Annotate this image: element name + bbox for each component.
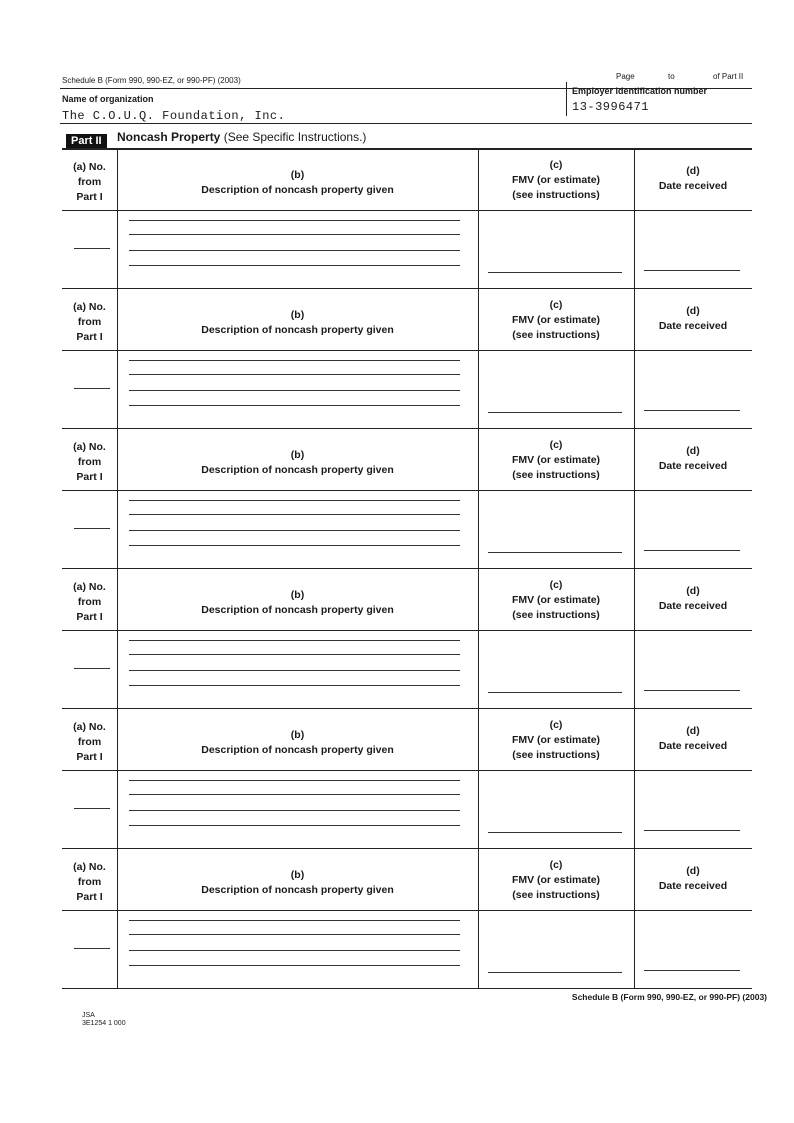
col-b-line-2: Description of noncash property given (201, 744, 394, 756)
description-entry-line[interactable] (129, 234, 460, 235)
col-d-line-2: Date received (658, 460, 728, 472)
col-c-line-2: FMV (or estimate) (511, 314, 601, 326)
col-b-line-2: Description of noncash property given (201, 884, 394, 896)
fmv-entry-line[interactable] (488, 272, 622, 273)
description-entry-line[interactable] (129, 265, 460, 266)
section-top-rule (62, 288, 752, 289)
col-a-entry-line[interactable] (74, 388, 110, 389)
jsa-code (82, 1012, 126, 1028)
col-d-header (634, 864, 752, 894)
fmv-entry-line[interactable] (488, 552, 622, 553)
description-entry-line[interactable] (129, 934, 460, 935)
section-header-rule (62, 490, 752, 491)
section-top-rule (62, 568, 752, 569)
col-c-line-2: FMV (or estimate) (511, 734, 601, 746)
col-c-line-3: (see instructions) (512, 469, 600, 481)
table-bottom-rule (62, 988, 752, 989)
col-b-line-1: (b) (290, 729, 305, 741)
col-d-line-1: (d) (686, 305, 700, 317)
date-entry-line[interactable] (644, 270, 740, 271)
description-entry-line[interactable] (129, 794, 460, 795)
section-top-rule (62, 708, 752, 709)
description-entry-line[interactable] (129, 500, 460, 501)
col-c-line-2: FMV (or estimate) (511, 874, 601, 886)
description-entry-line[interactable] (129, 220, 460, 221)
col-a-line-2: from (77, 316, 102, 328)
col-a-line-3: Part I (76, 471, 103, 483)
col-b-header (117, 168, 478, 198)
col-a-line-2: from (77, 456, 102, 468)
col-a-line-3: Part I (76, 891, 103, 903)
col-d-line-1: (d) (686, 585, 700, 597)
col-a-header (62, 440, 117, 485)
part-badge: Part II (66, 134, 107, 148)
fmv-entry-line[interactable] (488, 692, 622, 693)
date-entry-line[interactable] (644, 970, 740, 971)
col-d-line-1: (d) (686, 165, 700, 177)
description-entry-line[interactable] (129, 825, 460, 826)
section-header-rule (62, 210, 752, 211)
col-b-line-2: Description of noncash property given (201, 604, 394, 616)
part-title-bold: Noncash Property (117, 130, 221, 144)
col-a-line-3: Part I (76, 611, 103, 623)
date-entry-line[interactable] (644, 550, 740, 551)
col-b-header (117, 588, 478, 618)
of-part-label: of Part II (713, 72, 744, 81)
col-d-header (634, 304, 752, 334)
col-a-line-1: (a) No. (73, 581, 106, 593)
description-entry-line[interactable] (129, 545, 460, 546)
col-c-line-2: FMV (or estimate) (511, 594, 601, 606)
col-d-line-2: Date received (658, 320, 728, 332)
description-entry-line[interactable] (129, 405, 460, 406)
col-c-line-3: (see instructions) (512, 889, 600, 901)
to-label: to (668, 72, 675, 81)
col-a-entry-line[interactable] (74, 668, 110, 669)
col-c-header (478, 858, 634, 903)
description-entry-line[interactable] (129, 360, 460, 361)
description-entry-line[interactable] (129, 670, 460, 671)
col-c-line-1: (c) (549, 719, 563, 731)
col-b-line-2: Description of noncash property given (201, 464, 394, 476)
col-c-line-2: FMV (or estimate) (511, 174, 601, 186)
col-c-line-1: (c) (549, 859, 563, 871)
col-c-line-3: (see instructions) (512, 609, 600, 621)
schedule-line: Schedule B (Form 990, 990-EZ, or 990-PF) (2003) (62, 76, 241, 85)
description-entry-line[interactable] (129, 950, 460, 951)
col-d-header (634, 164, 752, 194)
col-a-line-2: from (77, 596, 102, 608)
col-b-line-1: (b) (290, 169, 305, 181)
col-a-entry-line[interactable] (74, 808, 110, 809)
col-a-header (62, 580, 117, 625)
col-c-line-1: (c) (549, 579, 563, 591)
col-d-line-1: (d) (686, 445, 700, 457)
col-b-line-1: (b) (290, 869, 305, 881)
col-a-line-1: (a) No. (73, 301, 106, 313)
col-b-header (117, 728, 478, 758)
col-b-header (117, 448, 478, 478)
date-entry-line[interactable] (644, 830, 740, 831)
col-a-entry-line[interactable] (74, 248, 110, 249)
section-header-rule (62, 770, 752, 771)
description-entry-line[interactable] (129, 640, 460, 641)
col-c-line-1: (c) (549, 299, 563, 311)
description-entry-line[interactable] (129, 374, 460, 375)
part-title-rest: (See Specific Instructions.) (220, 130, 367, 144)
description-entry-line[interactable] (129, 250, 460, 251)
col-a-line-3: Part I (76, 191, 103, 203)
col-b-line-1: (b) (290, 449, 305, 461)
col-a-line-1: (a) No. (73, 721, 106, 733)
col-b-line-1: (b) (290, 309, 305, 321)
org-rule (60, 123, 752, 124)
col-b-line-2: Description of noncash property given (201, 324, 394, 336)
col-d-header (634, 724, 752, 754)
col-a-line-2: from (77, 176, 102, 188)
section-top-rule (62, 428, 752, 429)
fmv-entry-line[interactable] (488, 972, 622, 973)
col-d-line-2: Date received (658, 740, 728, 752)
col-c-header (478, 578, 634, 623)
ein-value: 13-3996471 (572, 100, 650, 114)
col-c-header (478, 158, 634, 203)
date-entry-line[interactable] (644, 410, 740, 411)
fmv-entry-line[interactable] (488, 832, 622, 833)
section-header-rule (62, 910, 752, 911)
fmv-entry-line[interactable] (488, 412, 622, 413)
description-entry-line[interactable] (129, 514, 460, 515)
col-c-line-2: FMV (or estimate) (511, 454, 601, 466)
description-entry-line[interactable] (129, 654, 460, 655)
section-top-rule (62, 848, 752, 849)
col-a-line-2: from (77, 876, 102, 888)
col-c-header (478, 718, 634, 763)
org-name: The C.O.U.Q. Foundation, Inc. (62, 109, 286, 123)
col-a-header (62, 300, 117, 345)
col-a-header (62, 720, 117, 765)
form-code: 3E1254 1 000 (82, 1020, 126, 1027)
col-a-line-2: from (77, 736, 102, 748)
description-entry-line[interactable] (129, 810, 460, 811)
col-d-header (634, 444, 752, 474)
section-header-rule (62, 350, 752, 351)
col-a-entry-line[interactable] (74, 528, 110, 529)
section-header-rule (62, 630, 752, 631)
description-entry-line[interactable] (129, 920, 460, 921)
ein-label: Employer identification number (572, 86, 708, 96)
footer-schedule-line: Schedule B (Form 990, 990-EZ, or 990-PF) (2003) (571, 992, 767, 1002)
col-c-line-1: (c) (549, 439, 563, 451)
jsa-label: JSA (82, 1012, 95, 1019)
col-c-line-3: (see instructions) (512, 189, 600, 201)
col-a-line-3: Part I (76, 751, 103, 763)
col-a-line-3: Part I (76, 331, 103, 343)
col-b-line-1: (b) (290, 589, 305, 601)
col-a-header (62, 860, 117, 905)
description-entry-line[interactable] (129, 685, 460, 686)
col-c-line-3: (see instructions) (512, 329, 600, 341)
col-a-line-1: (a) No. (73, 441, 106, 453)
description-entry-line[interactable] (129, 530, 460, 531)
section-top-rule (62, 148, 752, 150)
col-b-header (117, 308, 478, 338)
col-b-line-2: Description of noncash property given (201, 184, 394, 196)
description-entry-line[interactable] (129, 780, 460, 781)
col-a-entry-line[interactable] (74, 948, 110, 949)
description-entry-line[interactable] (129, 390, 460, 391)
col-c-header (478, 298, 634, 343)
page-label: Page (616, 72, 635, 81)
col-c-line-1: (c) (549, 159, 563, 171)
col-d-header (634, 584, 752, 614)
col-b-header (117, 868, 478, 898)
part-title (117, 130, 366, 144)
ein-divider (566, 82, 567, 116)
description-entry-line[interactable] (129, 965, 460, 966)
col-c-line-3: (see instructions) (512, 749, 600, 761)
col-a-header (62, 160, 117, 205)
date-entry-line[interactable] (644, 690, 740, 691)
col-d-line-2: Date received (658, 880, 728, 892)
col-d-line-2: Date received (658, 180, 728, 192)
col-c-header (478, 438, 634, 483)
col-d-line-1: (d) (686, 865, 700, 877)
col-d-line-2: Date received (658, 600, 728, 612)
org-label: Name of organization (62, 94, 154, 104)
col-a-line-1: (a) No. (73, 861, 106, 873)
col-a-line-1: (a) No. (73, 161, 106, 173)
col-d-line-1: (d) (686, 725, 700, 737)
